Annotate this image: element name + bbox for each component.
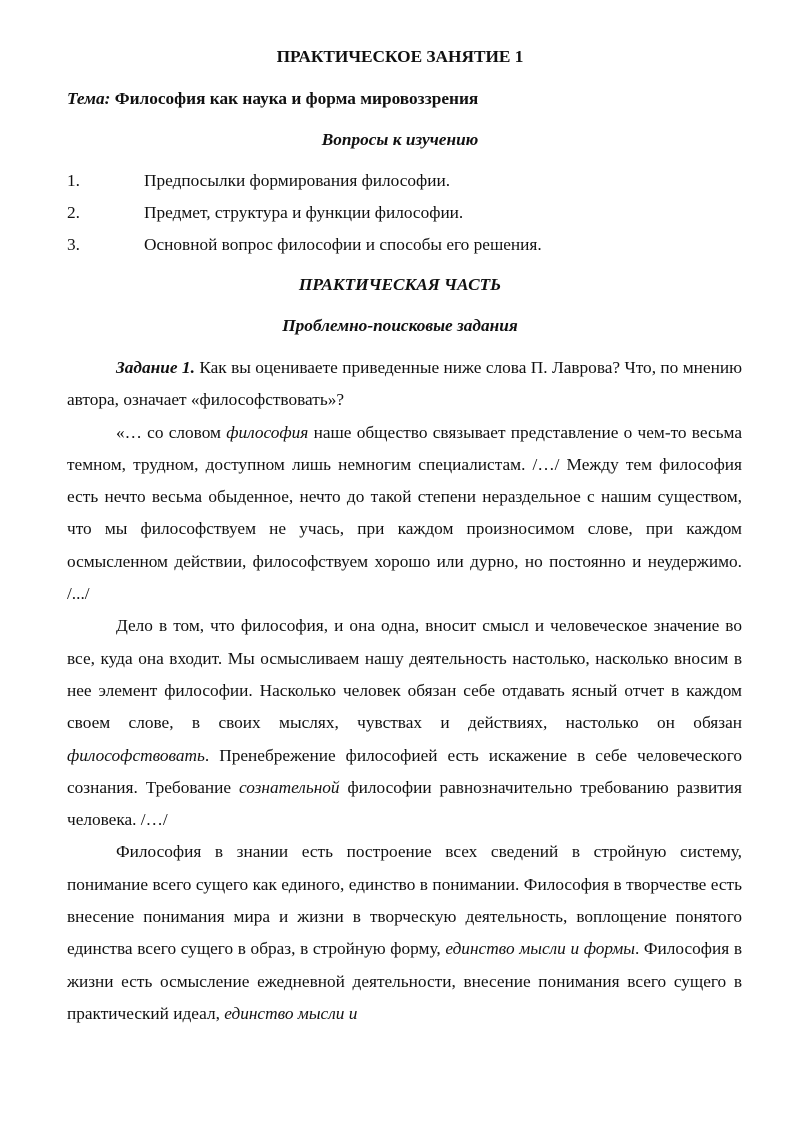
question-number: 3. <box>67 235 80 254</box>
question-text: Предпосылки формирования философии. <box>144 171 451 190</box>
emphasis-text: единство мысли и <box>224 1003 358 1023</box>
theme-line <box>67 88 478 110</box>
quote-text: . Пренебрежение философией есть искажение в себе человеческого сознания. Требование <box>67 745 742 797</box>
emphasis-text: философствовать <box>67 745 205 765</box>
question-text: Основной вопрос философии и способы его решения. <box>144 235 542 254</box>
practical-heading: ПРАКТИЧЕСКАЯ ЧАСТЬ <box>298 275 502 294</box>
quote-text: наше общество связывает представление о чем-то весьма темном, трудном, доступном лишь немногим специалистам. /…/ Между тем философия есть нечто весьма обыденное, нечто до такой степени нераздельное с нашим существом, что мы философствуем не учась, при каждом произносимом слове, при каждом осмысленном действии, философствуем хорошо или дурно, но постоянно и неудержимо. /.../ <box>67 422 742 604</box>
quote-text: . Философия в жизни есть осмысление ежедневной деятельности, внесение понимания всего сущего в практический идеал, <box>67 939 743 1023</box>
quote-text: «… со словом <box>116 422 227 442</box>
quote-paragraph <box>67 836 742 1030</box>
question-number: 2. <box>67 203 80 222</box>
theme-label: Тема: <box>67 89 111 108</box>
tasks-heading: Проблемно-поисковые задания <box>282 316 518 335</box>
question-text: Предмет, структура и функции философии. <box>144 203 464 222</box>
emphasis-text: сознательной <box>238 777 340 797</box>
question-number: 1. <box>67 171 80 190</box>
quote-text: Дело в том, что философия, и она одна, вносит смысл и человеческое значение во все, куда она входит. Мы осмысливаем нашу деятельность настолько, насколько вносим в нее элемент философии. Насколько человек обязан себе отдавать ясный отчет в каждом своем слове, в своих мыслях, чувствах и действиях, настолько он обязан <box>67 616 742 733</box>
quote-text: философии равнозначительно требованию развития человека. /…/ <box>67 777 742 830</box>
task-paragraph <box>67 352 742 417</box>
questions-heading: Вопросы к изучению <box>321 130 479 149</box>
task-text: Как вы оцениваете приведенные ниже слова П. Лаврова? Что, по мнению автора, означает «философствовать»? <box>67 358 742 410</box>
emphasis-text: философия <box>226 422 309 442</box>
quote-text: Философия в знании есть построение всех сведений в стройную систему, понимание всего сущего как единого, единство в понимании. Философия в творчестве есть внесение понимания мира и жизни в творческую деятельность, воплощение понятого единства всего сущего в образ, в стройную форму, <box>67 842 742 959</box>
quote-paragraph <box>67 417 742 611</box>
emphasis-text: единство мысли и формы <box>445 939 635 959</box>
body-text <box>67 352 742 1030</box>
task-label: Задание 1. <box>116 358 195 377</box>
quote-paragraph <box>67 610 742 836</box>
theme-text: Философия как наука и форма мировоззрения <box>114 89 479 108</box>
page-title: ПРАКТИЧЕСКОЕ ЗАНЯТИЕ 1 <box>276 47 524 66</box>
